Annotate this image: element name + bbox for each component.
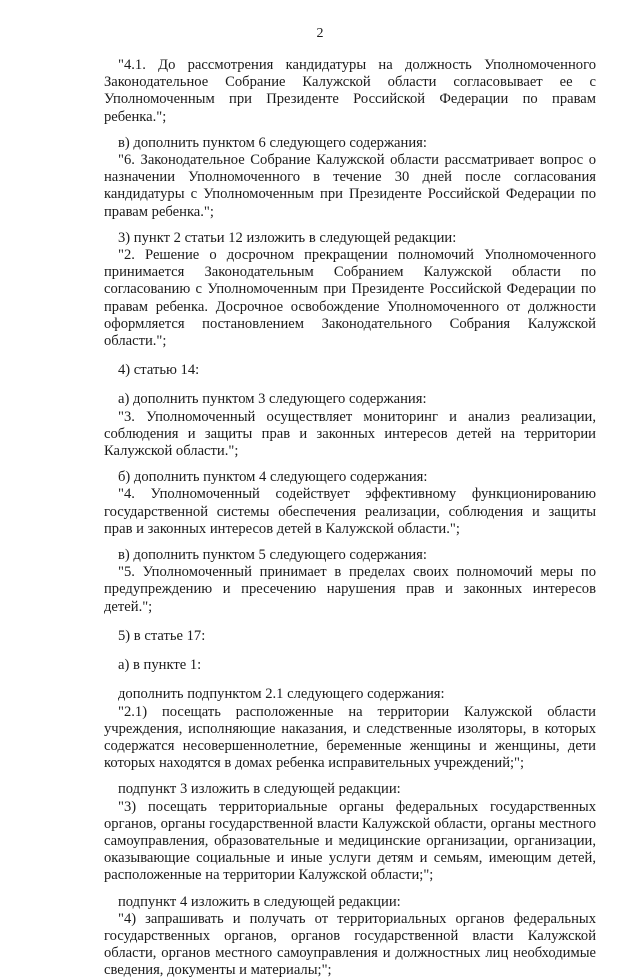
paragraph-quote-4-1: "4.1. До рассмотрения кандидатуры на должность Уполномоченного Законодательное Собрание Калужской области согласовывает ее с Уполномоченным при Президенте Российской Федерации по правам ребенка."; bbox=[104, 57, 596, 125]
paragraph-quote-4: "4. Уполномоченный содействует эффективному функционированию государственной системы обеспечения реализации, соблюдения и защиты прав и законных интересов детей в Калужской области."; bbox=[104, 486, 596, 537]
paragraph-heading-a-1: а) в пункте 1: bbox=[118, 657, 202, 674]
paragraph-quote-sub-3: "3) посещать территориальные органы федеральных государственных органов, органы государственной власти Калужской области, органы местного самоуправления, образовательные и медицинские организации, организации, оказывающие социальные и иные услуги детям и семьям, имеющим детей, расположенные на территории Калужской области;"; bbox=[104, 798, 596, 884]
paragraph-quote-6: "6. Законодательное Собрание Калужской области рассматривает вопрос о назначении Уполномоченного в течение 30 дней после согласования кандидатуры с Уполномоченным при Президенте Российской Федерации по правам ребенка."; bbox=[104, 152, 596, 220]
paragraph-quote-2-1: "2.1) посещать расположенные на территории Калужской области учреждения, исполняющие наказания, и следственные изоляторы, в которых содержатся несовершеннолетние, беременные женщины и женщины, дети которых находятся в домах ребенка исправительных учреждений;"; bbox=[104, 703, 596, 772]
document-body bbox=[104, 57, 596, 980]
paragraph-quote-sub-4: "4) запрашивать и получать от территориальных органов федеральных государственных органов, органов государственной власти Калужской области, органов местного самоуправления и должностных лиц необходимые сведения, документы и материалы;"; bbox=[104, 910, 596, 979]
paragraph-quote-3: "3. Уполномоченный осуществляет мониторинг и анализ реализации, соблюдения и защиты прав и законных интересов детей на территории Калужской области."; bbox=[104, 408, 596, 460]
paragraph-heading-v-6: в) дополнить пунктом 6 следующего содержания: bbox=[118, 134, 427, 151]
paragraph-quote-2: "2. Решение о досрочном прекращении полномочий Уполномоченного принимается Законодательным Собранием Калужской области по согласованию с Уполномоченным при Президенте Российской Федерации по правам ребенка. Досрочное освобождение Уполномоченного от должности оформляется постановлением Законодательного Собрания Калужской области."; bbox=[104, 247, 596, 350]
paragraph-quote-5: "5. Уполномоченный принимает в пределах своих полномочий меры по предупреждению и пресечению нарушения прав и законных интересов детей."; bbox=[104, 564, 596, 615]
paragraph-heading-sub-4: подпункт 4 изложить в следующей редакции: bbox=[118, 893, 401, 910]
paragraph-heading-b-4: б) дополнить пунктом 4 следующего содержания: bbox=[118, 469, 428, 486]
paragraph-heading-sub-3: подпункт 3 изложить в следующей редакции: bbox=[118, 781, 401, 798]
paragraph-heading-2-1: дополнить подпунктом 2.1 следующего содержания: bbox=[118, 686, 445, 703]
paragraph-heading-5: 5) в статье 17: bbox=[118, 627, 206, 644]
paragraph-heading-3: 3) пункт 2 статьи 12 изложить в следующей редакции: bbox=[118, 229, 457, 246]
paragraph-heading-4: 4) статью 14: bbox=[118, 362, 200, 379]
paragraph-heading-a-3: а) дополнить пунктом 3 следующего содержания: bbox=[118, 391, 427, 408]
paragraph-heading-v-5: в) дополнить пунктом 5 следующего содержания: bbox=[118, 547, 427, 564]
page-number: 2 bbox=[316, 26, 324, 41]
